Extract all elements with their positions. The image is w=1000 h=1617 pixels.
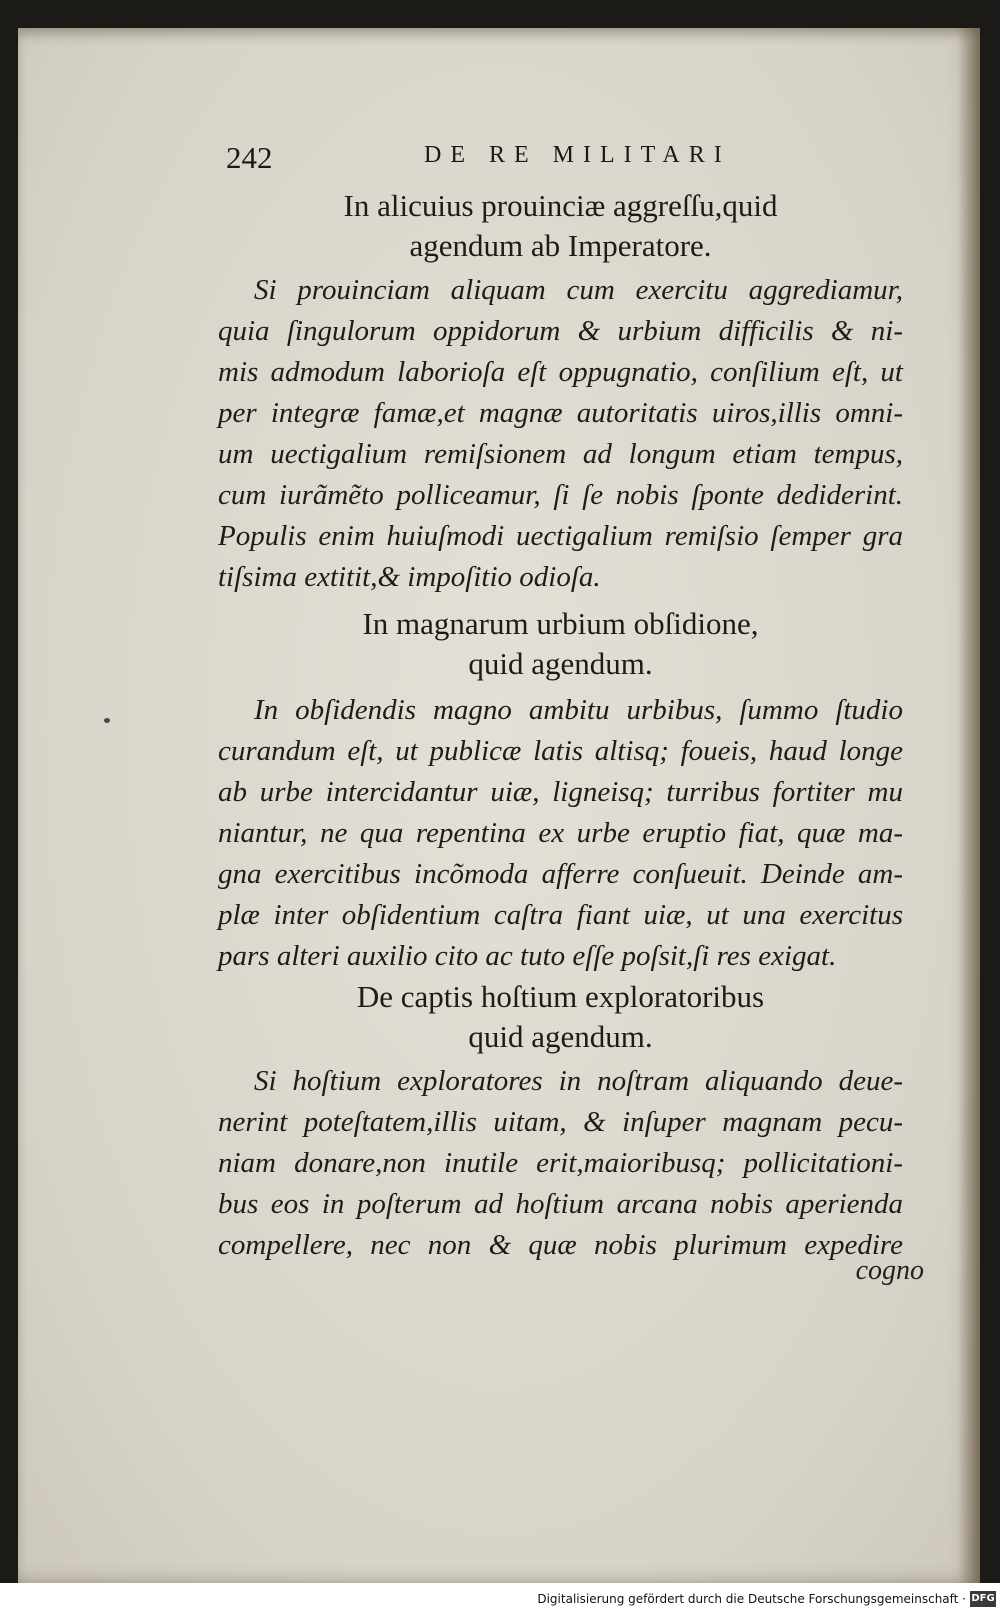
heading-line: quid agendum. bbox=[468, 1019, 653, 1054]
paragraph-line: cum iurãmẽto polliceamur, ſi ſe nobis ſponte dediderint. bbox=[218, 479, 903, 511]
page-number: 242 bbox=[226, 140, 273, 175]
heading-line: agendum ab Imperatore. bbox=[409, 228, 712, 263]
heading-line: quid agendum. bbox=[468, 646, 653, 681]
catchword: cogno bbox=[855, 1255, 924, 1286]
text-block bbox=[218, 186, 903, 1266]
heading-line: In magnarum urbium obſidione, bbox=[362, 606, 759, 641]
section-heading bbox=[218, 186, 903, 266]
running-head: DE RE MILITARI bbox=[424, 142, 731, 168]
paragraph-line: tiſsima extitit,& impoſitio odioſa. bbox=[218, 561, 601, 593]
section-heading bbox=[218, 977, 903, 1057]
paragraph-line: Si hoſtium exploratores in noſtram aliquando deue- bbox=[254, 1065, 903, 1097]
paragraph-line: bus eos in poſterum ad hoſtium arcana nobis aperienda bbox=[218, 1188, 903, 1220]
section-paragraph bbox=[218, 270, 903, 598]
page-edge-shadow bbox=[958, 28, 980, 1583]
dfg-logo: DFG bbox=[970, 1591, 996, 1607]
paragraph-line: quia ſingulorum oppidorum & urbium difficilis & ni- bbox=[218, 315, 903, 347]
section-paragraph bbox=[218, 690, 903, 977]
paragraph-line: gna exercitibus incõmoda afferre conſueuit. Deinde am- bbox=[218, 858, 903, 890]
page-header bbox=[226, 140, 786, 176]
heading-line: De captis hoſtium exploratoribus bbox=[356, 979, 765, 1014]
paragraph-line: ab urbe intercidantur uiæ, ligneisq; turribus fortiter mu bbox=[218, 776, 903, 808]
paragraph-line: pars alteri auxilio cito ac tuto eſſe poſsit,ſi res exigat. bbox=[218, 940, 837, 972]
paragraph-line: curandum eſt, ut publicæ latis altisq; foueis, haud longe bbox=[218, 735, 903, 767]
paragraph-line: niam donare,non inutile erit,maioribusq; pollicitationi- bbox=[218, 1147, 903, 1179]
paragraph-line: nerint poteſtatem,illis uitam, & inſuper magnam pecu- bbox=[218, 1106, 903, 1138]
paragraph-line: Si prouinciam aliquam cum exercitu aggrediamur, bbox=[254, 274, 903, 306]
paragraph-line: mis admodum laborioſa eſt oppugnatio, conſilium eſt, ut bbox=[218, 356, 903, 388]
footer-bar bbox=[0, 1583, 1000, 1617]
paragraph-line: In obſidendis magno ambitu urbibus, ſummo ſtudio bbox=[254, 694, 903, 726]
section-heading bbox=[218, 604, 903, 684]
paragraph-line: plæ inter obſidentium caſtra fiant uiæ, ut una exercitus bbox=[218, 899, 903, 931]
paragraph-line: um uectigalium remiſsionem ad longum etiam tempus, bbox=[218, 438, 903, 470]
ink-speck bbox=[104, 718, 110, 723]
heading-line: In alicuius prouinciæ aggreſſu,quid bbox=[343, 188, 778, 223]
footer-credit: Digitalisierung gefördert durch die Deutsche Forschungsgemeinschaft · bbox=[537, 1592, 966, 1606]
paragraph-line: per integræ famæ,et magnæ autoritatis uiros,illis omni- bbox=[218, 397, 903, 429]
paragraph-line: Populis enim huiuſmodi uectigalium remiſsio ſemper gra bbox=[218, 520, 903, 552]
section-paragraph bbox=[218, 1061, 903, 1266]
paragraph-line: niantur, ne qua repentina ex urbe eruptio fiat, quæ ma- bbox=[218, 817, 903, 849]
paragraph-line: compellere, nec non & quæ nobis plurimum expedire bbox=[218, 1229, 903, 1261]
